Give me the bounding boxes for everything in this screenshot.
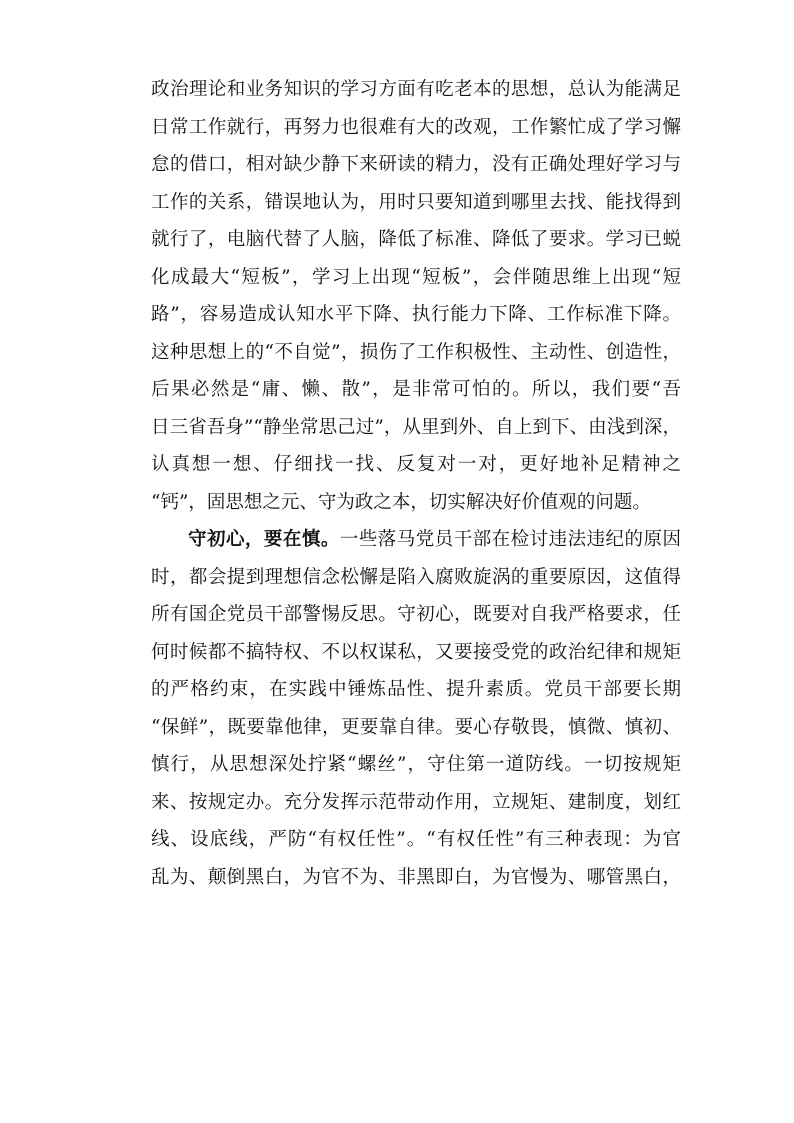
text-line: 来、按规定办。充分发挥示范带动作用，立规矩、建制度，划红 xyxy=(151,791,681,813)
text-line: “钙”，固思想之元、守为政之本，切实解决好价值观的问题。 xyxy=(151,491,651,513)
text-line: 工作的关系，错误地认为，用时只要知道到哪里去找、能找得到 xyxy=(151,191,681,213)
paragraph-1 xyxy=(151,71,681,521)
text-line: “保鲜”，既要靠他律，更要靠自律。要心存敬畏，慎微、慎初、 xyxy=(151,716,681,738)
text-line: 所有国企党员干部警惕反思。守初心，既要对自我严格要求，任 xyxy=(151,604,681,625)
text-line: 线、设底线，严防“有权任性”。“有权任性”有三种表现：为官 xyxy=(151,829,681,850)
text-line: 就行了，电脑代替了人脑，降低了标准、降低了要求。学习已蜕 xyxy=(151,229,681,250)
paragraph-heading: 守初心，要在慎。 xyxy=(188,529,340,550)
text-line: 政治理论和业务知识的学习方面有吃老本的思想，总认为能满足 xyxy=(151,79,681,100)
text-line: 这种思想上的“不自觉”，损伤了工作积极性、主动性、创造性， xyxy=(151,341,681,363)
body-text xyxy=(151,71,681,896)
text-line: 何时候都不搞特权、不以权谋私，又要接受党的政治纪律和规矩 xyxy=(151,641,681,663)
text-line: 日常工作就行，再努力也很难有大的改观，工作繁忙成了学习懈 xyxy=(151,116,681,138)
text-line: 乱为、颠倒黑白，为官不为、非黑即白，为官慢为、哪管黑白， xyxy=(151,866,681,888)
text-line: 时，都会提到理想信念松懈是陷入腐败旋涡的重要原因，这值得 xyxy=(151,566,681,588)
text-line: 路”，容易造成认知水平下降、执行能力下降、工作标准下降。 xyxy=(151,304,681,325)
paragraph-2 xyxy=(151,521,681,896)
text-line: 日三省吾身”“静坐常思己过”，从里到外、自上到下、由浅到深， xyxy=(151,416,681,438)
text-line: 认真想一想、仔细找一找、反复对一对，更好地补足精神之 xyxy=(151,454,681,475)
text-line: 慎行，从思想深处拧紧“螺丝”，守住第一道防线。一切按规矩 xyxy=(151,754,681,775)
text-run: 一些落马党员干部在检讨违法违纪的原因 xyxy=(339,529,681,550)
text-line: 后果必然是“庸、懒、散”，是非常可怕的。所以，我们要“吾 xyxy=(151,379,681,400)
text-line xyxy=(151,521,681,559)
text-line: 怠的借口，相对缺少静下来研读的精力，没有正确处理好学习与 xyxy=(151,154,681,175)
text-line: 化成最大“短板”，学习上出现“短板”，会伴随思维上出现“短 xyxy=(151,266,681,288)
text-line: 的严格约束，在实践中锤炼品性、提升素质。党员干部要长期 xyxy=(151,679,681,700)
